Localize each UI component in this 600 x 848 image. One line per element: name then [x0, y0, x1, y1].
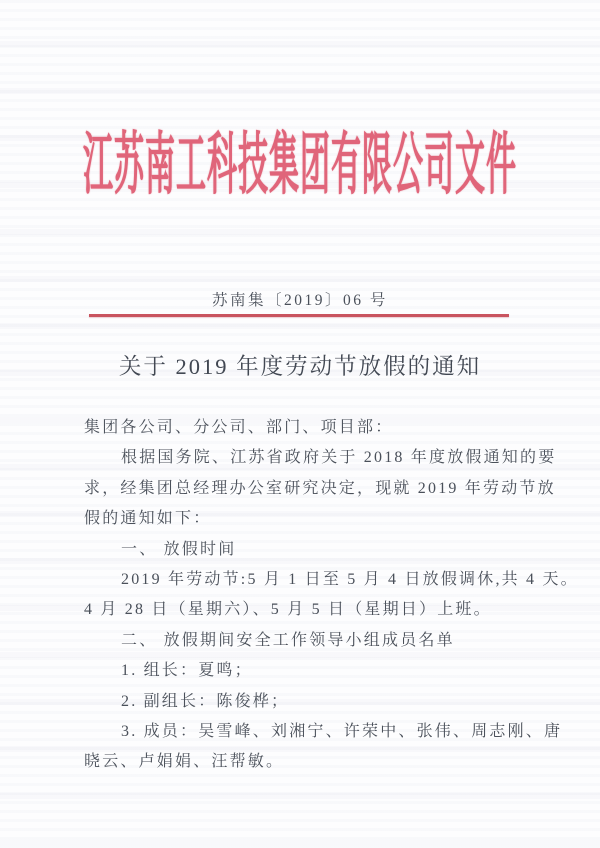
body-line-members: 晓云、卢娟娟、汪帮敏。 — [84, 753, 285, 771]
body-line: 求，经集团总经理办公室研究决定，现就 2019 年劳动节放 — [84, 479, 556, 497]
body-line: 假的通知如下： — [84, 510, 212, 528]
notice-title: 关于 2019 年度劳动节放假的通知 — [118, 354, 482, 379]
body-line-leader: 1. 组长：夏鸣； — [121, 662, 253, 680]
notice-body — [84, 413, 579, 778]
body-line: 根据国务院、江苏省政府关于 2018 年度放假通知的要 — [121, 449, 557, 467]
body-line: 2019 年劳动节:5 月 1 日至 5 月 4 日放假调休,共 4 天。 — [121, 570, 579, 588]
letterhead-banner — [0, 128, 600, 217]
body-line-section-2: 二、 放假期间安全工作领导小组成员名单 — [121, 631, 455, 649]
doc-number: 苏南集〔2019〕06 号 — [212, 292, 388, 309]
body-line-members: 3. 成员：吴雪峰、刘湘宁、许荣中、张伟、周志刚、唐 — [121, 722, 563, 740]
letterhead-title: 江苏南工科技集团有限公司文件 — [83, 128, 517, 203]
body-line: 4 月 28 日（星期六）、5 月 5 日（星期日）上班。 — [84, 601, 492, 619]
body-line-salutation: 集团各公司、分公司、部门、项目部： — [84, 419, 394, 436]
red-divider-rule — [89, 314, 509, 317]
body-line-deputy: 2. 副组长：陈俊桦； — [121, 692, 290, 710]
body-line-section-1: 一、 放假时间 — [121, 540, 237, 558]
